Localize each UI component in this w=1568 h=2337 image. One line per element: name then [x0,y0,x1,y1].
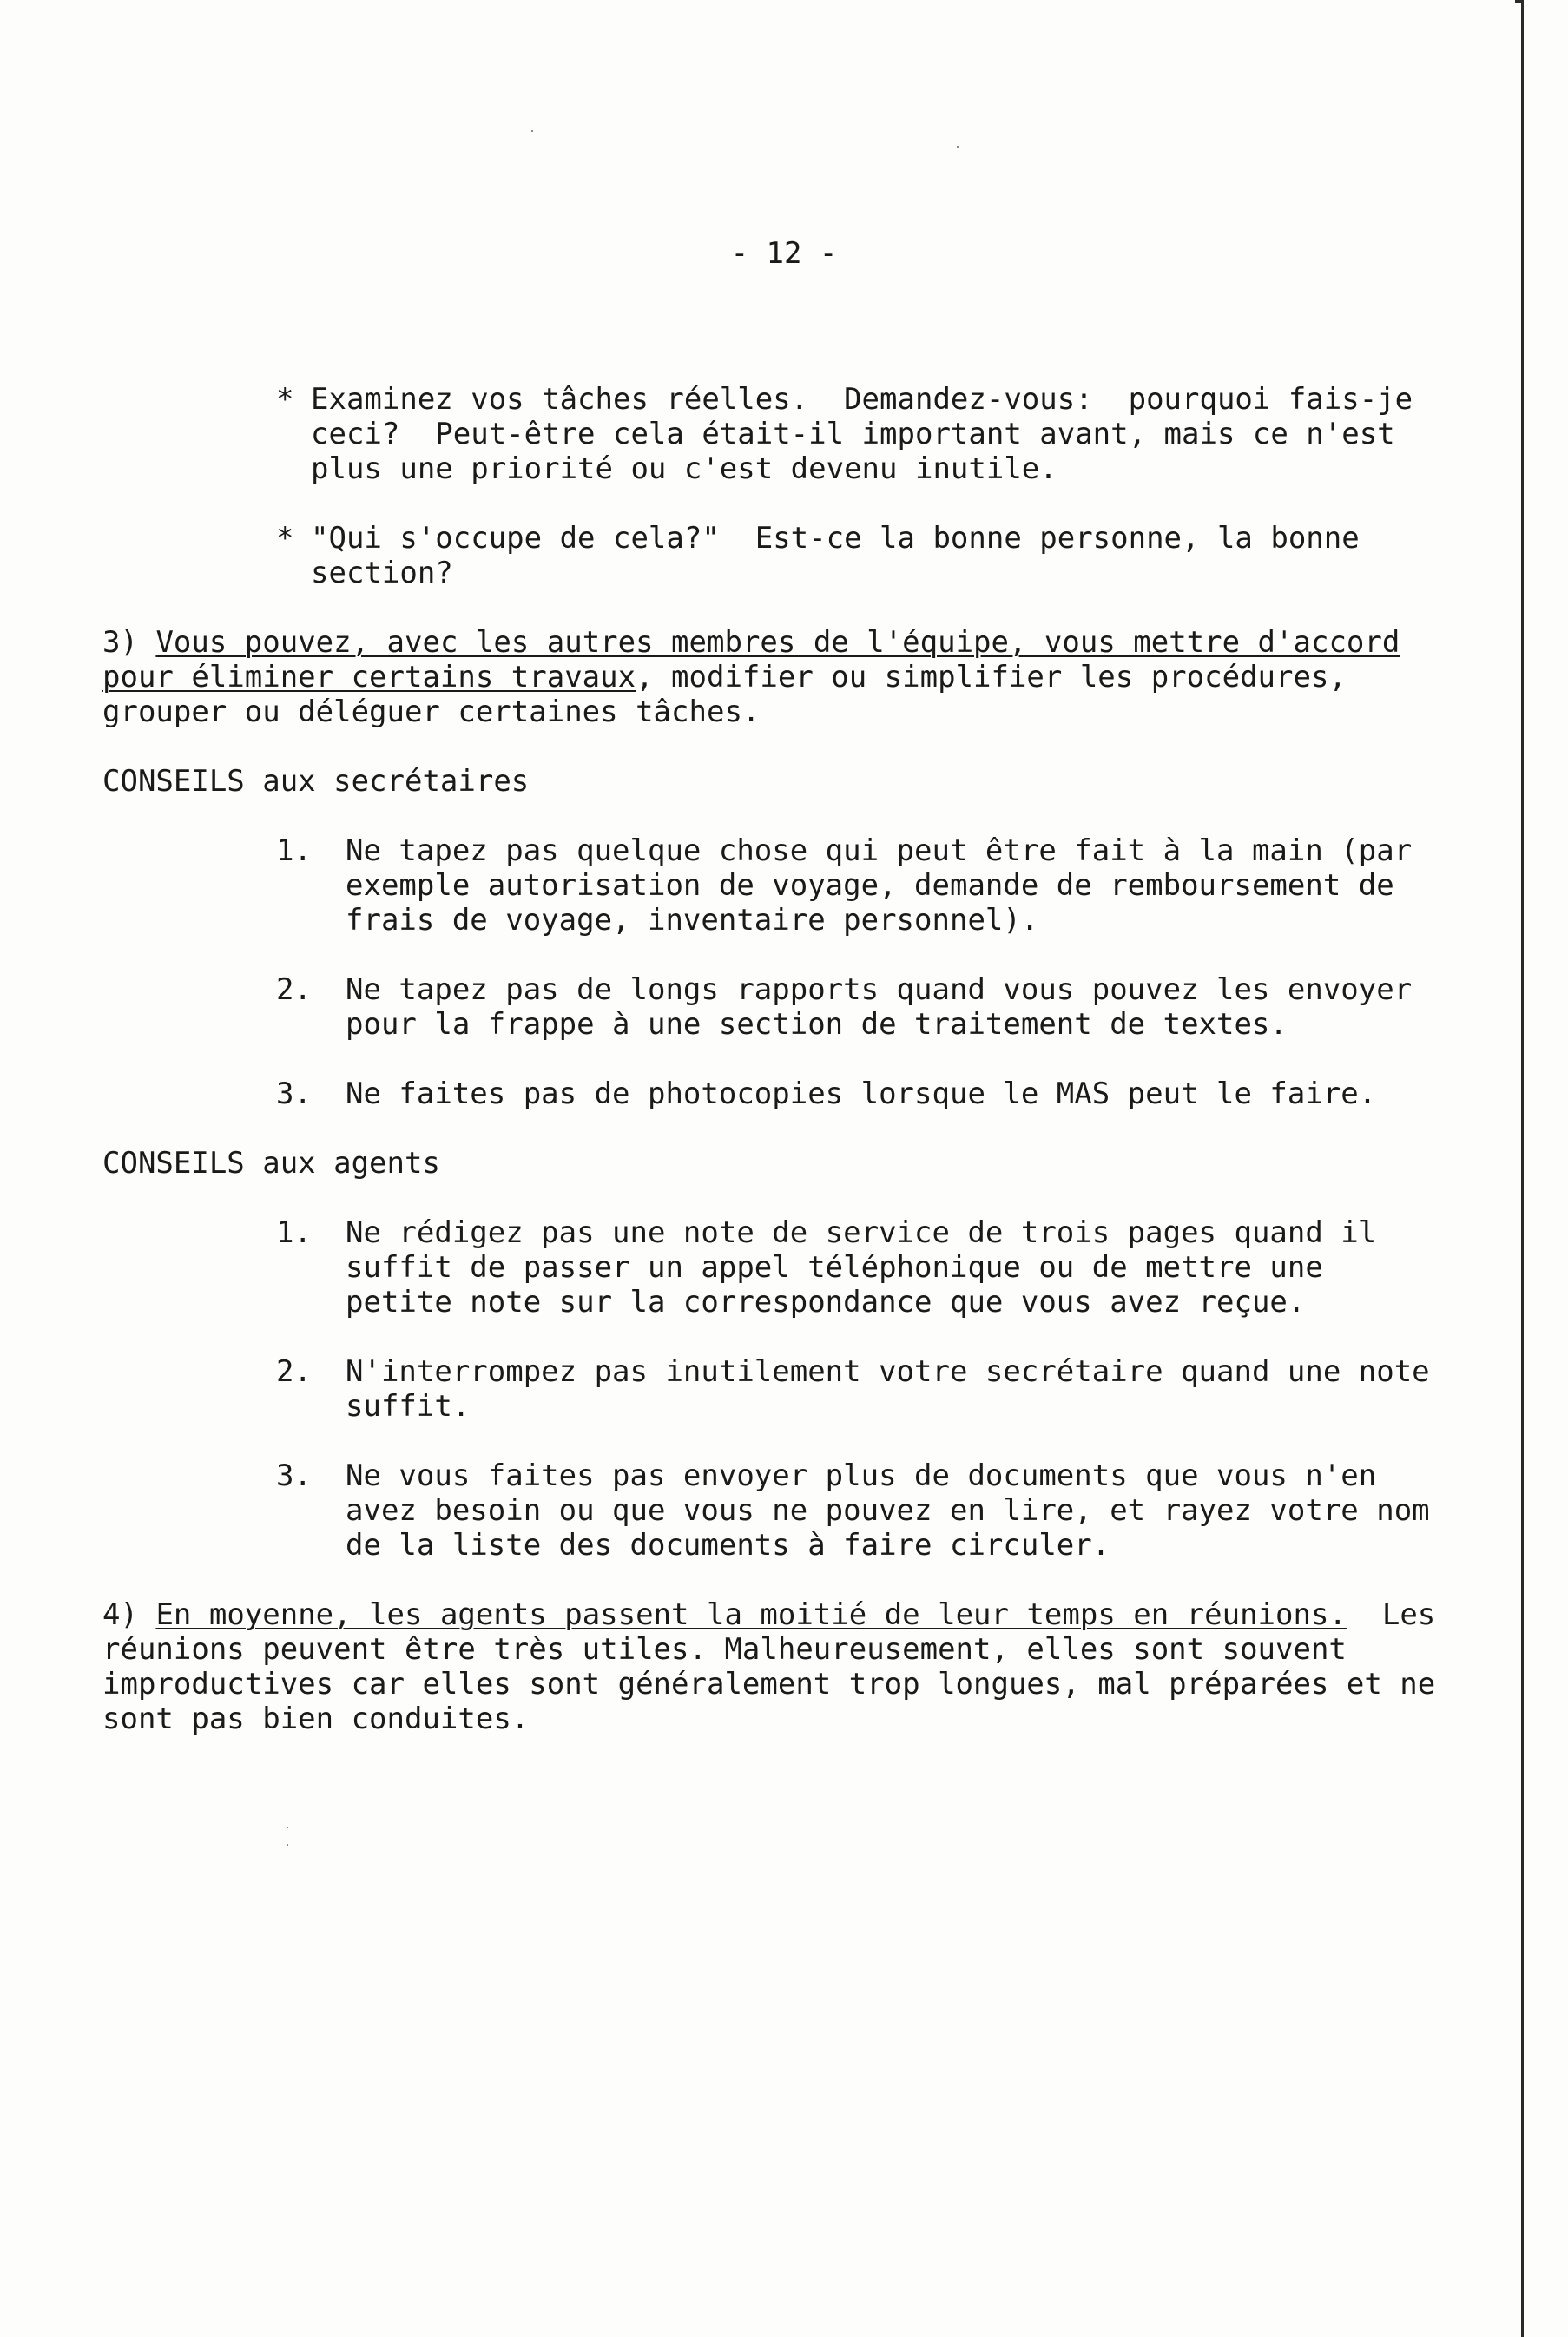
bullet-marker: * [276,521,294,556]
page-corner-mark [1515,0,1524,3]
list-number: 1. [276,1215,312,1250]
scan-speck [531,130,533,132]
point-3-line-3: grouper ou déléguer certaines tâches. [102,695,761,729]
point-3-line-1 [102,625,1400,660]
agents-item-3-line-3: de la liste des documents à faire circuler. [346,1528,1110,1563]
bullet-2-line-2: section? [311,556,453,590]
agents-item-1-line-3: petite note sur la correspondance que vous avez reçue. [346,1285,1306,1320]
bullet-1-line-2: ceci? Peut-être cela était-il important avant, mais ce n'est [311,417,1395,451]
point-3-line-2 [102,660,1347,695]
secretaires-item-1-line-3: frais de voyage, inventaire personnel). [346,903,1039,938]
list-number: 2. [276,1354,312,1389]
agents-item-1-line-2: suffit de passer un appel téléphonique ou de mettre une [346,1250,1323,1285]
secretaires-item-1-line-2: exemple autorisation de voyage, demande de remboursement de [346,868,1394,903]
list-number: 2. [276,972,312,1007]
point-4-line-4: sont pas bien conduites. [102,1702,530,1736]
list-number: 3. [276,1076,312,1111]
secretaires-item-3-line-1: Ne faites pas de photocopies lorsque le MAS peut le faire. [346,1076,1377,1111]
page-number: - 12 - [730,236,838,271]
bullet-2-line-1: "Qui s'occupe de cela?" Est-ce la bonne personne, la bonne [311,521,1360,556]
point-4-text: Les [1346,1597,1436,1632]
point-3-underlined-text-2: pour éliminer certains travaux [102,660,636,695]
agents-item-3-line-2: avez besoin ou que vous ne pouvez en lire, et rayez votre nom [346,1493,1430,1528]
point-4-underlined-text: En moyenne, les agents passent la moitié de leur temps en réunions. [155,1597,1347,1632]
agents-item-2-line-1: N'interrompez pas inutilement votre secrétaire quand une note [346,1354,1430,1389]
secretaires-item-2-line-1: Ne tapez pas de longs rapports quand vous pouvez les envoyer [346,972,1413,1007]
agents-item-1-line-1: Ne rédigez pas une note de service de trois pages quand il [346,1215,1377,1250]
scan-speck [287,1844,288,1846]
scan-speck [957,146,959,148]
point-4-number: 4) [102,1597,138,1632]
scan-speck [287,1827,288,1828]
agents-item-2-line-2: suffit. [346,1389,471,1424]
point-4-line-2: réunions peuvent être très utiles. Malheureusement, elles sont souvent [102,1632,1347,1667]
secretaires-item-2-line-2: pour la frappe à une section de traitement de textes. [346,1007,1288,1042]
list-number: 3. [276,1458,312,1493]
heading-conseils-secretaires: CONSEILS aux secrétaires [102,764,530,799]
point-3-number: 3) [102,625,138,660]
agents-item-3-line-1: Ne vous faites pas envoyer plus de documents que vous n'en [346,1458,1377,1493]
point-3-text: , modifier ou simplifier les procédures, [636,660,1347,695]
point-4-line-3: improductives car elles sont généralement trop longues, mal préparées et ne [102,1667,1436,1702]
bullet-1-line-3: plus une priorité ou c'est devenu inutile. [311,451,1057,486]
page-right-edge-line [1521,0,1524,2337]
secretaires-item-1-line-1: Ne tapez pas quelque chose qui peut être fait à la main (par [346,833,1413,868]
point-3-underlined-text: Vous pouvez, avec les autres membres de l'équipe, vous mettre d'accord [155,625,1400,660]
point-4-line-1 [102,1597,1435,1632]
heading-conseils-agents: CONSEILS aux agents [102,1146,440,1181]
bullet-marker: * [276,382,294,417]
bullet-1-line-1: Examinez vos tâches réelles. Demandez-vous: pourquoi fais-je [311,382,1413,417]
list-number: 1. [276,833,312,868]
